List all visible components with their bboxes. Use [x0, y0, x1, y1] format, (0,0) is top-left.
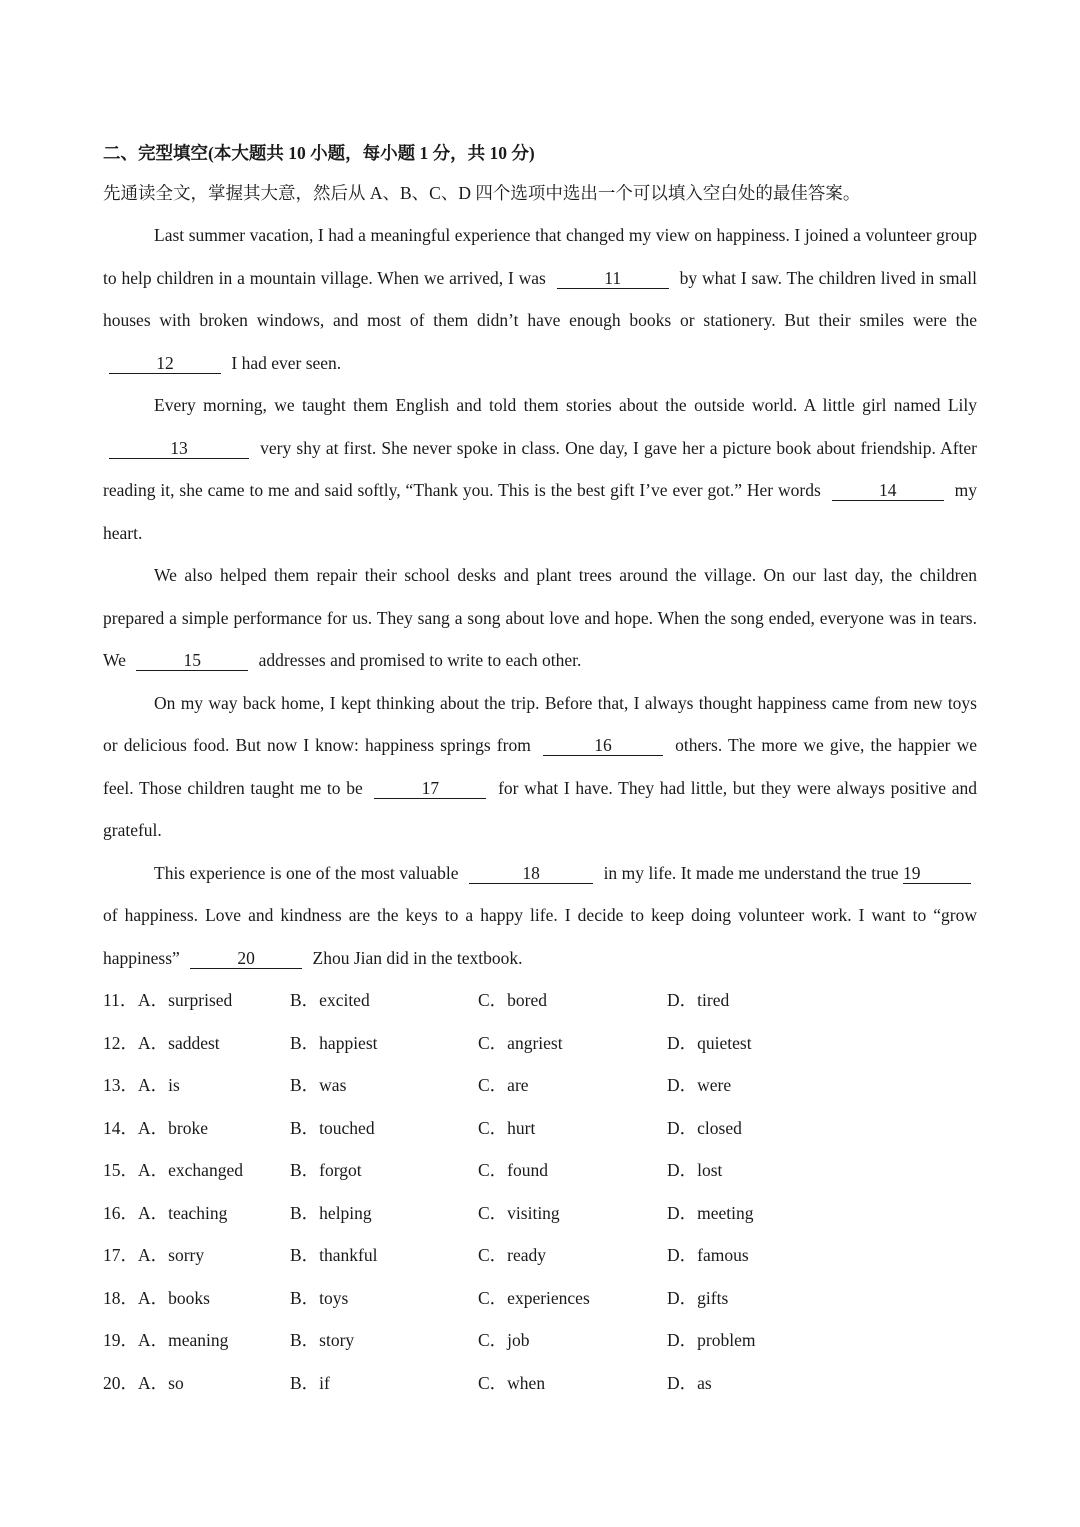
question-number: 20． [103, 1372, 138, 1393]
option-b[interactable]: B．toys [290, 1287, 349, 1308]
option-a[interactable]: A．teaching [138, 1202, 228, 1223]
question-number: 15． [103, 1160, 138, 1180]
question-row-15 [103, 1149, 977, 1192]
option-c[interactable]: C．angriest [478, 1032, 563, 1053]
option-c[interactable]: C．job [478, 1330, 530, 1350]
option-a[interactable]: A．is [138, 1075, 180, 1095]
option-a[interactable]: A．sorry [138, 1245, 205, 1265]
blank-17: 17 [374, 778, 486, 799]
blank-18: 18 [469, 863, 593, 884]
passage-text: by what I saw. The children lived in small houses with broken windows, and most of them didn’t have enough books or stationery. But their smiles were the [103, 267, 977, 330]
option-a[interactable]: A．so [138, 1372, 184, 1393]
question-number: 13． [103, 1075, 138, 1095]
question-row-12 [103, 1022, 977, 1065]
question-number: 17． [103, 1245, 138, 1265]
option-d[interactable]: D．meeting [667, 1202, 754, 1223]
option-b[interactable]: B．touched [290, 1117, 375, 1138]
cloze-section [103, 134, 977, 1404]
option-b[interactable]: B．was [290, 1075, 347, 1095]
passage-text: in my life. It made me understand the true [603, 862, 899, 883]
question-row-14 [103, 1107, 977, 1150]
option-c[interactable]: C．ready [478, 1245, 547, 1265]
question-row-17 [103, 1234, 977, 1277]
option-c[interactable]: C．visiting [478, 1202, 560, 1223]
blank-20: 20 [190, 948, 302, 969]
passage-paragraph-3 [103, 554, 977, 682]
option-c[interactable]: C．found [478, 1160, 548, 1180]
option-a[interactable]: A．books [138, 1287, 210, 1308]
option-d[interactable]: D．problem [667, 1330, 756, 1350]
passage-paragraph-4 [103, 682, 977, 852]
option-d[interactable]: D．as [667, 1372, 712, 1393]
question-number: 14． [103, 1117, 138, 1138]
passage-text: On my way back home, I kept thinking about the trip. Before that, I always thought happiness came from new toys or delicious food. But now I know: happiness springs from [103, 692, 977, 755]
question-row-11 [103, 979, 977, 1022]
blank-16: 16 [543, 735, 663, 756]
passage-paragraph-1 [103, 214, 977, 384]
question-row-13 [103, 1064, 977, 1107]
option-d[interactable]: D．famous [667, 1245, 749, 1265]
passage-text: of happiness. Love and kindness are the keys to a happy life. I decide to keep doing volunteer work. I want to “grow happiness” [103, 905, 977, 968]
section-instruction: 先通读全文，掌握其大意，然后从 A、B、C、D 四个选项中选出一个可以填入空白处的最佳答案。 [103, 183, 861, 203]
question-number: 11． [103, 990, 138, 1010]
question-number: 18． [103, 1287, 138, 1308]
option-d[interactable]: D．quietest [667, 1032, 752, 1053]
option-b[interactable]: B．story [290, 1330, 355, 1350]
option-b[interactable]: B．excited [290, 990, 370, 1010]
passage-paragraph-2 [103, 384, 977, 554]
option-c[interactable]: C．when [478, 1372, 546, 1393]
option-c[interactable]: C．hurt [478, 1117, 536, 1138]
option-a[interactable]: A．surprised [138, 990, 233, 1010]
option-b[interactable]: B．forgot [290, 1160, 362, 1180]
blank-13: 13 [109, 438, 249, 459]
passage-paragraph-5 [103, 852, 977, 980]
option-b[interactable]: B．helping [290, 1202, 372, 1223]
option-b[interactable]: B．if [290, 1372, 330, 1393]
option-d[interactable]: D．gifts [667, 1287, 729, 1308]
passage-text: others. The more we give, the happier we feel. Those children taught me to be [103, 735, 978, 798]
passage-text: This experience is one of the most valuable [154, 862, 459, 883]
passage-text: I had ever seen. [231, 352, 342, 373]
blank-19: 19 [903, 863, 971, 884]
question-number: 16． [103, 1202, 138, 1223]
passage-text: for what I have. They had little, but they were always positive and grateful. [103, 777, 978, 840]
option-c[interactable]: C．experiences [478, 1287, 590, 1308]
passage-text: very shy at first. She never spoke in class. One day, I gave her a picture book about friendship. After reading it, she came to me and said softly, “Thank you. This is the best gift I’ve ever got.” Her words [103, 437, 977, 500]
option-b[interactable]: B．happiest [290, 1032, 378, 1053]
question-number: 12． [103, 1032, 138, 1053]
option-c[interactable]: C．are [478, 1075, 529, 1095]
option-c[interactable]: C．bored [478, 990, 548, 1010]
option-d[interactable]: D．tired [667, 990, 730, 1010]
section-heading: 二、完型填空(本大题共 10 小题，每小题 1 分，共 10 分) [103, 143, 535, 163]
option-a[interactable]: A．saddest [138, 1032, 220, 1053]
option-a[interactable]: A．broke [138, 1117, 208, 1138]
blank-11: 11 [557, 268, 669, 289]
passage-text: Last summer vacation, I had a meaningful experience that changed my view on happiness. I joined a volunteer group to help children in a mountain village. When we arrived, I was [103, 225, 977, 288]
passage-text: my heart. [103, 480, 978, 543]
question-row-18 [103, 1277, 977, 1320]
passage-text: Every morning, we taught them English and told them stories about the outside world. A little girl named Lily [154, 395, 977, 415]
option-d[interactable]: D．lost [667, 1160, 723, 1180]
options-list [103, 979, 977, 1404]
option-d[interactable]: D．closed [667, 1117, 742, 1138]
blank-15: 15 [136, 650, 248, 671]
question-row-16 [103, 1192, 977, 1235]
passage-text: We also helped them repair their school desks and plant trees around the village. On our last day, the children prepared a simple performance for us. They sang a song about love and hope. When the song ended, everyone was in tears. We [103, 565, 977, 670]
question-number: 19． [103, 1330, 138, 1350]
option-a[interactable]: A．meaning [138, 1330, 229, 1350]
option-a[interactable]: A．exchanged [138, 1160, 243, 1180]
option-b[interactable]: B．thankful [290, 1245, 378, 1265]
question-row-19 [103, 1319, 977, 1362]
question-row-20 [103, 1362, 977, 1405]
blank-14: 14 [832, 480, 944, 501]
option-d[interactable]: D．were [667, 1075, 732, 1095]
blank-12: 12 [109, 353, 221, 374]
passage-text: Zhou Jian did in the textbook. [312, 947, 523, 968]
passage-text: addresses and promised to write to each other. [258, 650, 582, 670]
